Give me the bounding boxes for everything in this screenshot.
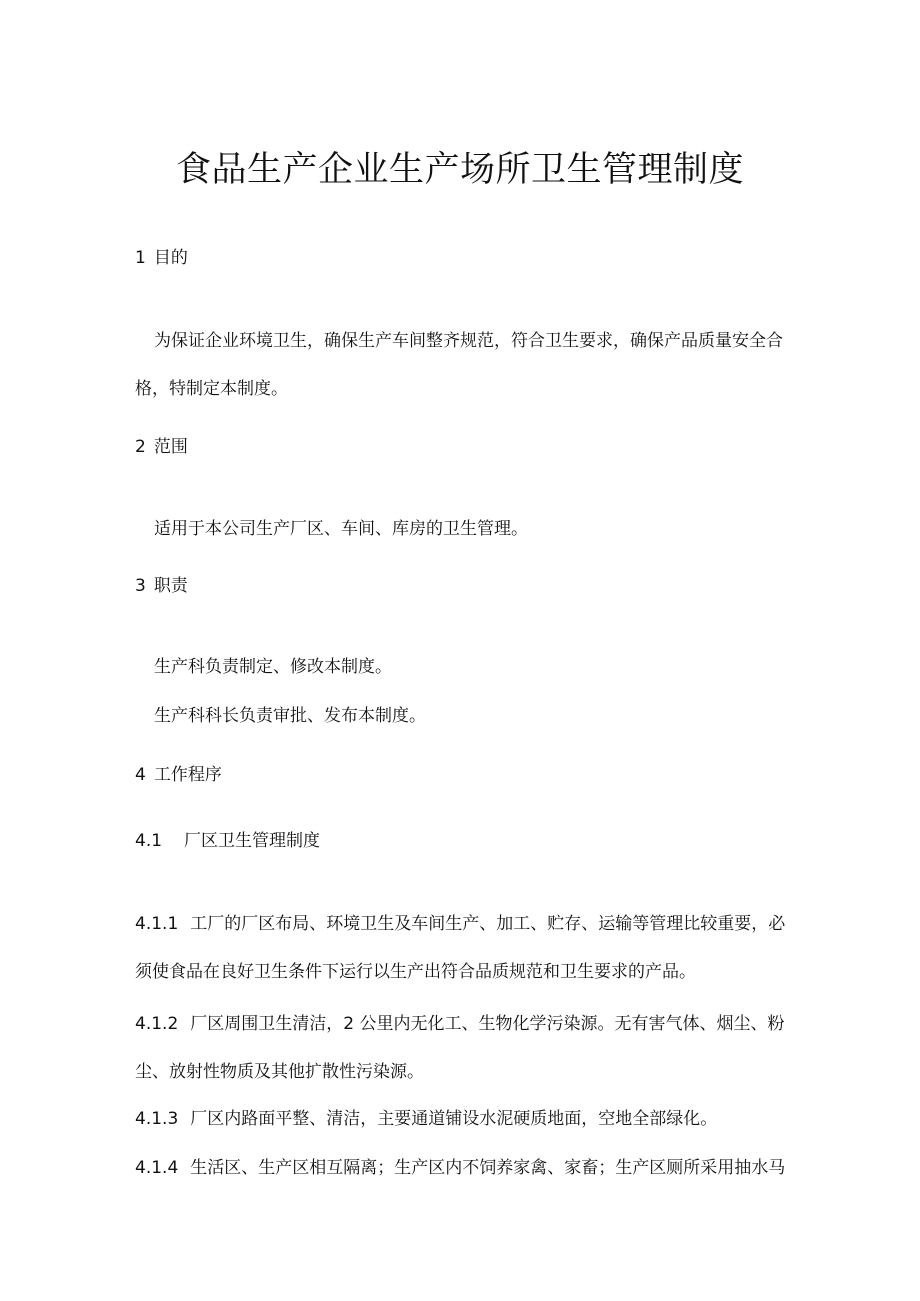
section-title: 范围	[153, 437, 188, 457]
section-number: 3	[135, 576, 146, 596]
clause-text: 工厂的厂区布局、环境卫生及车间生产、加工、贮存、运输等管理比较重要，必	[190, 914, 786, 934]
subsection-number: 4.1	[135, 831, 163, 851]
section-title: 工作程序	[153, 765, 222, 785]
section-heading-purpose	[135, 246, 188, 270]
paragraph-line: 生产科科长负责审批、发布本制度。	[154, 706, 426, 726]
paragraph-line: 为保证企业环境卫生，确保生产车间整齐规范，符合卫生要求，确保产品质量安全合	[154, 331, 783, 351]
clause-number: 4.1.2	[135, 1014, 179, 1034]
clause-text: 厂区内路面平整、清洁，主要通道铺设水泥硬质地面，空地全部绿化。	[190, 1109, 718, 1129]
section-heading-responsibility	[135, 574, 188, 598]
paragraph-line: 须使食品在良好卫生条件下运行以生产出符合品质规范和卫生要求的产品。	[135, 962, 696, 982]
section-number: 2	[135, 437, 146, 457]
clause-text: 厂区周围卫生清洁，2 公里内无化工、生物化学污染源。无有害气体、烟尘、粉	[190, 1014, 785, 1034]
paragraph-line: 格，特制定本制度。	[135, 379, 288, 399]
subsection-title: 厂区卫生管理制度	[184, 831, 321, 851]
section-number: 4	[135, 765, 146, 785]
section-title: 目的	[153, 248, 188, 268]
section-heading-procedure	[135, 763, 222, 787]
section-number: 1	[135, 248, 146, 268]
document-title: 食品生产企业生产场所卫生管理制度	[175, 150, 744, 190]
clause-item	[135, 912, 785, 936]
clause-number: 4.1.4	[135, 1158, 179, 1178]
paragraph-line: 适用于本公司生产厂区、车间、库房的卫生管理。	[154, 519, 528, 539]
clause-text: 生活区、生产区相互隔离；生产区内不饲养家禽、家畜；生产区厕所采用抽水马	[190, 1158, 786, 1178]
section-heading-scope	[135, 435, 188, 459]
paragraph-line: 尘、放射性物质及其他扩散性污染源。	[135, 1062, 424, 1082]
clause-item	[135, 1107, 717, 1131]
section-title: 职责	[153, 576, 188, 596]
paragraph-line: 生产科负责制定、修改本制度。	[154, 657, 392, 677]
clause-item	[135, 1156, 785, 1180]
subsection-heading	[135, 829, 320, 853]
clause-item	[135, 1012, 784, 1036]
clause-number: 4.1.3	[135, 1109, 179, 1129]
clause-number: 4.1.1	[135, 914, 179, 934]
